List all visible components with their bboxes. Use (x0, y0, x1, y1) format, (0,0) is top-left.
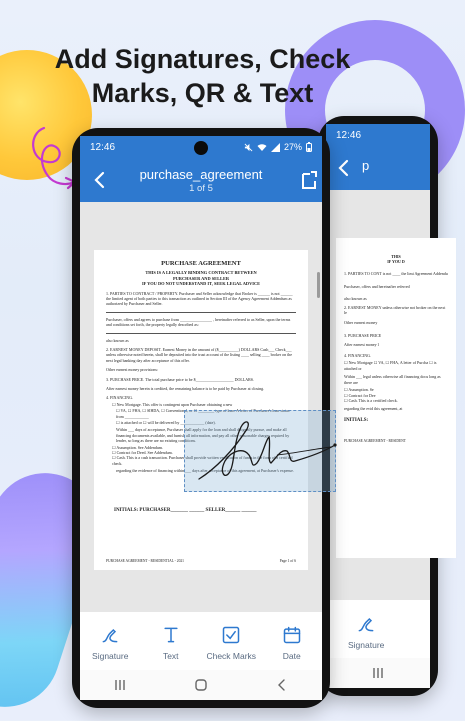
page-indicator: 1 of 5 (189, 182, 213, 194)
clause-earnest-other: Other earnest money provisions: (106, 367, 159, 373)
calendar-icon (282, 625, 302, 645)
secondary-status-time: 12:46 (336, 129, 362, 141)
agreement-subtitle (106, 270, 296, 287)
back-text: Purchaser, offers and hereinafter referred (344, 284, 410, 290)
wifi-icon (257, 143, 267, 152)
secondary-status-bar (326, 124, 430, 146)
headline-line-2: Marks, QR & Text (91, 78, 314, 108)
back-text: Other earnest money (344, 319, 378, 325)
fill-line (106, 308, 296, 313)
clause-loan-status: ☐ is attached or ☐ will be delivered by ____________ (date). (116, 420, 216, 425)
clause-new-mortgage: ☐ New Mortgage. This offer is contingent upon Purchaser obtaining a new (112, 401, 233, 407)
status-time: 12:46 (90, 141, 116, 153)
battery-icon (306, 142, 312, 152)
clause-cash: ☐ Cash. This is a cash transaction. Purchaser shall provide written verification of funds in the form of a certified check. (112, 455, 293, 466)
signal-icon (271, 143, 280, 152)
clause-parties-offer: Purchaser, offers and agrees to purchase from ________________ , hereinafter referred to as Seller, upon the terms and conditions set forth, the property legally described as: (106, 316, 291, 328)
clause-earnest-money: 2. EARNEST MONEY DEPOSIT. Earnest Money in the amount of ($__________) DOLLARS Cash___ Check___ unless otherwise noted herein, shall be deposited into the trust account of the listing ____ selling ____ broker on the next legal banking day after acceptance of this offer. (106, 346, 292, 363)
document-viewer[interactable] (80, 202, 322, 612)
footer-right: Page 1 of 6 (279, 559, 296, 563)
app-bar (80, 158, 322, 202)
check-marks-tool-label: Check Marks (206, 651, 257, 661)
annotation-toolbar (80, 612, 322, 670)
back-text: 1. PARTIES TO CONT is not ____ the limi Agreement Addendu (344, 270, 448, 276)
text-tool-label: Text (162, 651, 179, 661)
clause-also-known: also known as (106, 337, 129, 343)
fill-line (106, 329, 296, 334)
signature-pen-icon (356, 614, 376, 634)
signature-pen-icon (100, 625, 120, 645)
clause-purchase-balance: After earnest money herein is credited, the remaining balance is to be paid by Purchaser at closing. (106, 385, 265, 391)
back-text: PURCHASE AGREEMENT - RESIDENT (344, 439, 406, 444)
secondary-nav-bar (326, 658, 430, 688)
subtitle-line: IF YOU DO NOT UNDERSTAND IT, SEEK LEGAL ADVICE (141, 281, 261, 286)
clause-purchase-price: 3. PURCHASE PRICE. The total purchase price to be $___________________ DOLLARS. (106, 376, 255, 382)
recent-apps-icon[interactable] (113, 678, 127, 692)
footer-left: PURCHASE AGREEMENT - RESIDENTIAL - 2021 (106, 559, 184, 563)
recent-apps-icon[interactable] (371, 666, 385, 680)
date-tool-label: Date (282, 651, 301, 661)
secondary-signature-tool[interactable] (348, 614, 384, 650)
check-marks-tool-button[interactable] (203, 625, 259, 661)
back-text: IF YOU D (387, 259, 405, 265)
page-footer (106, 559, 296, 563)
text-tool-button[interactable] (143, 625, 199, 661)
secondary-document-page (336, 238, 456, 558)
secondary-document-viewer[interactable] (326, 190, 448, 600)
clause-assumption: ☐ Assumption. See Addendum. (112, 444, 164, 450)
clause-contract-deed: ☐ Contract for Deed. See Addendum. (112, 450, 173, 456)
back-text: INITIALS: (344, 417, 369, 423)
checkbox-check-icon (221, 625, 241, 645)
scrollbar-thumb[interactable] (317, 272, 320, 298)
clause-financing: 4. FINANCING. (106, 395, 133, 401)
clause-evidence: regarding the evidence of financing within ___ days after acceptance of this agreement, at Purchaser's expense. (116, 468, 294, 474)
back-text: also known as (344, 295, 367, 301)
secondary-toolbar (326, 600, 430, 658)
document-title: purchase_agreement (139, 166, 263, 182)
agreement-title: PURCHASE AGREEMENT (161, 260, 241, 267)
clause-within-days: Within ___ days of acceptance, Purchaser shall apply for the loan and shall diligently pursue, and make all financing documents available, and furnish all information, and pay all other reasonable charges required by lender, so long as there are no existing conditions. (116, 427, 290, 444)
back-text: ☐ Cash. This is a certified check. (344, 397, 398, 403)
signature-tool-label: Signature (92, 651, 129, 661)
text-icon (161, 625, 181, 645)
back-text: ☐ Assumption. Se (344, 387, 374, 393)
share-icon[interactable] (300, 170, 318, 190)
back-text: 3. PURCHASE PRICE (344, 333, 382, 339)
headline (0, 42, 405, 110)
status-icons (244, 142, 312, 152)
secondary-phone-screen (326, 124, 448, 688)
back-text: Within ___ legal unless otherwise all financing docu long as there are (344, 374, 441, 385)
camera-cutout (194, 141, 208, 155)
main-phone-screen (80, 136, 322, 700)
date-tool-button[interactable] (264, 625, 320, 661)
battery-percent: 27% (283, 142, 302, 152)
subtitle-line: PURCHASER AND SELLER (172, 275, 230, 281)
back-text: 4. FINANCING. (344, 353, 371, 359)
initials-line: INITIALS: PURCHASER_______ ______ SELLER______ ______ (114, 508, 257, 513)
headline-line-1: Add Signatures, Check (54, 44, 351, 74)
main-phone (72, 128, 330, 708)
mute-icon (244, 143, 253, 152)
back-text: regarding the evid this agreement, at (344, 406, 403, 412)
secondary-doc-title: p (362, 158, 370, 173)
secondary-signature-label: Signature (348, 640, 385, 650)
clause-loan-type: ☐ VA, ☐ FHA, ☐ SIHDA, ☐ Conventional, or ☐ ________ type of loan. A letter of Purchaser's loan status from ____________ (116, 408, 290, 419)
signature-tool-button[interactable] (82, 625, 138, 661)
signature-placement-box[interactable] (184, 410, 336, 492)
back-text: 2. EARNEST MONEY unless otherwise not broker on the next le (344, 305, 446, 316)
handwritten-signature (185, 411, 337, 493)
back-chevron-icon[interactable] (275, 678, 289, 692)
system-nav-bar (80, 670, 322, 700)
back-arrow-icon[interactable] (88, 168, 112, 192)
back-text: THIS (391, 254, 401, 259)
home-icon[interactable] (194, 678, 208, 692)
back-text: ☐ Contract for Dee (344, 392, 376, 398)
back-text: ☐ New Mortgage ☐ VA, ☐ FHA, A letter of Purcha ☐ is attached or (344, 360, 437, 371)
back-text: After earnest money l (344, 341, 379, 347)
back-arrow-icon[interactable] (332, 156, 356, 180)
secondary-phone (318, 116, 448, 696)
clause-parties: 1. PARTIES TO CONTRACT / PROPERTY. Purchaser and Seller acknowledge that Broker is ______ is not ______ the limited agent of both parties to this transaction as outlined in Section III of the Agency Agreement Addendum as authorized by Purchaser and Seller. (106, 290, 293, 307)
subtitle-line: THIS IS A LEGALLY BINDING CONTRACT BETWEEN (145, 270, 257, 275)
secondary-app-bar (326, 146, 430, 190)
